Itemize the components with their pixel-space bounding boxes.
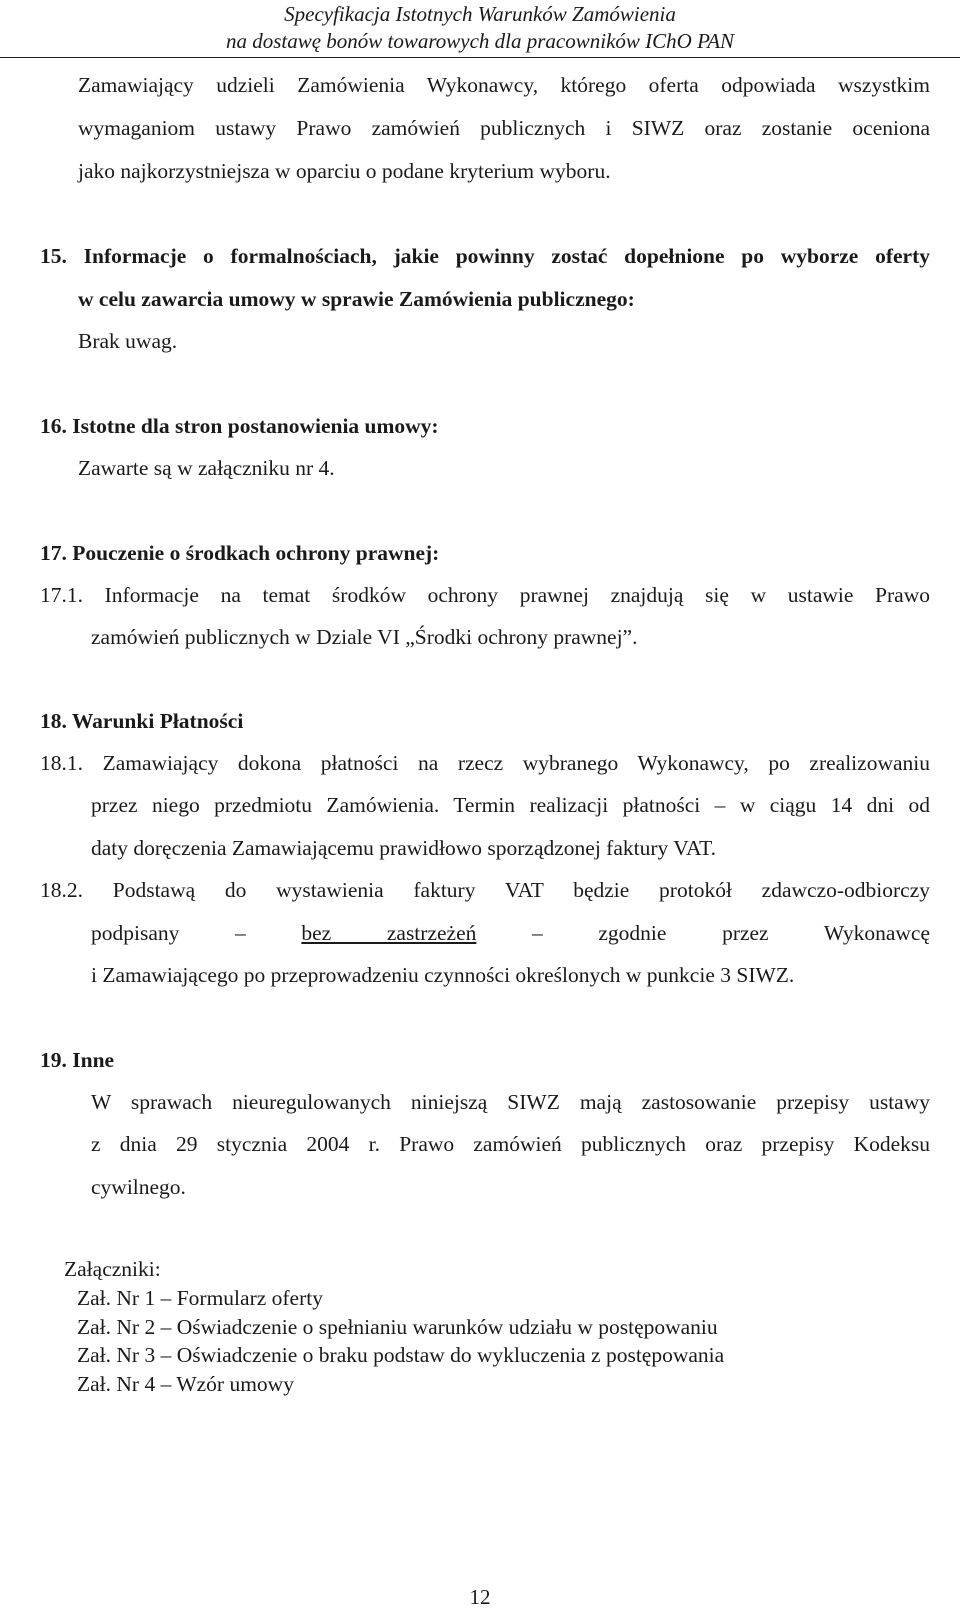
page-number: 12 [469,1585,491,1609]
intro-line-2: wymaganiom ustawy Prawo zamówień publicznych i SIWZ oraz zostanie oceniona [78,116,930,140]
intro-line-1: Zamawiający udzieli Zamówienia Wykonawcy, którego oferta odpowiada wszystkim [78,73,930,97]
section-18-2-line-3: i Zamawiającego po przeprowadzeniu czynności określonych w punkcie 3 SIWZ. [91,963,795,987]
attachment-item: Zał. Nr 4 – Wzór umowy [77,1372,294,1396]
section-17-heading: 17. Pouczenie o środkach ochrony prawnej: [40,541,440,565]
section-18-1-line-1: 18.1. Zamawiający dokona płatności na rzecz wybranego Wykonawcy, po zrealizowaniu [40,751,930,775]
intro-line-3: jako najkorzystniejsza w oparciu o podane kryterium wyboru. [78,159,611,183]
section-15-body: Brak uwag. [78,329,178,353]
attachment-item: Zał. Nr 2 – Oświadczenie o spełnianiu warunków udziału w postępowaniu [77,1315,718,1339]
section-18-2-line-2-start: podpisany – [91,921,302,945]
section-18-2-line-1: 18.2. Podstawą do wystawienia faktury VAT będzie protokół zdawczo-odbiorczy [40,878,930,902]
section-16-heading: 16. Istotne dla stron postanowienia umowy: [40,414,439,438]
section-18-heading: 18. Warunki Płatności [40,709,244,733]
section-15-heading-line-2: w celu zawarcia umowy w sprawie Zamówienia publicznego: [78,287,635,311]
header-divider [0,57,960,58]
section-15-heading-line-1: 15. Informacje o formalnościach, jakie powinny zostać dopełnione po wyborze oferty [40,244,930,268]
section-18-1-line-2: przez niego przedmiotu Zamówienia. Termin realizacji płatności – w ciągu 14 dni od [91,793,930,817]
without-reservations-underlined: bez zastrzeżeń [301,921,477,945]
section-18-2-line-2-end: – zgodnie przez Wykonawcę [476,921,930,945]
section-19-line-2: z dnia 29 stycznia 2004 r. Prawo zamówień publicznych oraz przepisy Kodeksu [91,1132,930,1156]
attachments-label: Załączniki: [64,1257,161,1281]
section-18-1-line-3: daty doręczenia Zamawiającemu prawidłowo sporządzonej faktury VAT. [91,836,717,860]
header-subtitle: na dostawę bonów towarowych dla pracowników IChO PAN [225,29,735,53]
attachment-item: Zał. Nr 1 – Formularz oferty [77,1286,323,1310]
section-18-2-line-2 [91,912,930,955]
header-title: Specyfikacja Istotnych Warunków Zamówienia [284,2,676,26]
section-17-1-line-1: 17.1. Informacje na temat środków ochrony prawnej znajdują się w ustawie Prawo [40,583,930,607]
section-19-line-1: W sprawach nieuregulowanych niniejszą SIWZ mają zastosowanie przepisy ustawy [91,1090,930,1114]
section-17-1-line-2: zamówień publicznych w Dziale VI „Środki ochrony prawnej”. [91,625,638,649]
attachment-item: Zał. Nr 3 – Oświadczenie o braku podstaw do wykluczenia z postępowania [77,1343,725,1367]
section-19-heading: 19. Inne [40,1048,115,1072]
section-19-line-3: cywilnego. [91,1175,186,1199]
section-16-body: Zawarte są w załączniku nr 4. [78,456,335,480]
